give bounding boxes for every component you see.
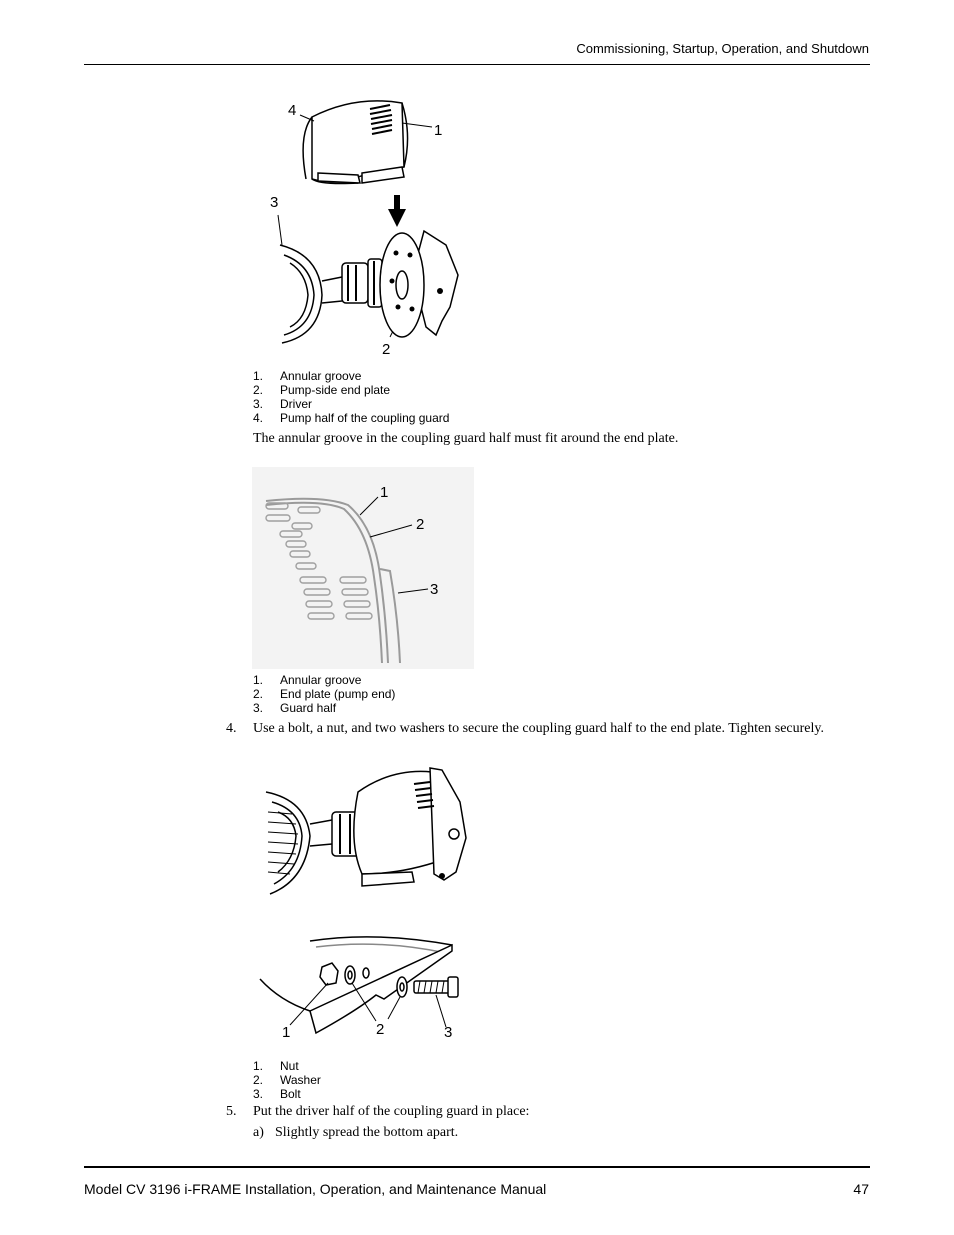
fig1-callout-3: 3 — [270, 194, 279, 211]
figure4-caption-list — [253, 1059, 321, 1101]
figure1-caption-list — [253, 369, 449, 425]
header-rule — [84, 64, 870, 65]
substep-a-text: Slightly spread the bottom apart. — [275, 1125, 459, 1140]
figure-nut-washer-bolt — [256, 935, 466, 1045]
list-item: 1. Annular groove — [253, 369, 362, 383]
fig1-callout-2: 2 — [382, 341, 391, 358]
list-item: 1. Annular groove — [253, 673, 362, 687]
step-5-number: 5. — [226, 1104, 237, 1119]
footer-manual-title: Model CV 3196 i-FRAME Installation, Operation, and Maintenance Manual — [84, 1181, 547, 1197]
list-item: 1. Nut — [253, 1059, 299, 1073]
running-header: Commissioning, Startup, Operation, and Shutdown — [576, 41, 869, 56]
fig1-callout-1: 1 — [434, 122, 443, 139]
figure2-caption-list — [253, 673, 395, 715]
fig1-callout-4: 4 — [288, 102, 297, 119]
fig2-callout-3: 3 — [430, 581, 439, 598]
fig4-callout-2: 2 — [376, 1021, 385, 1038]
substep-a-label: a) — [253, 1125, 264, 1140]
paragraph-annular-groove: The annular groove in the coupling guard half must fit around the end plate. — [253, 431, 679, 446]
fig4-callout-1: 1 — [282, 1024, 291, 1041]
footer-rule — [84, 1166, 870, 1168]
page-number: 47 — [853, 1181, 869, 1197]
list-item: 2. Pump-side end plate — [253, 383, 391, 397]
figure-guard-installation — [250, 95, 480, 365]
step-4-number: 4. — [226, 721, 237, 736]
step-5-text: Put the driver half of the coupling guard in place: — [253, 1104, 530, 1119]
figure-assembled-guard — [262, 762, 474, 902]
list-item: 3. Driver — [253, 397, 312, 411]
fig2-callout-2: 2 — [416, 516, 425, 533]
list-item: 2. End plate (pump end) — [253, 687, 396, 701]
fig2-callout-1: 1 — [380, 484, 389, 501]
fig4-callout-3: 3 — [444, 1024, 453, 1041]
list-item: 2. Washer — [253, 1073, 321, 1087]
list-item: 4. Pump half of the coupling guard — [253, 411, 450, 425]
figure-annular-groove-detail — [252, 467, 474, 669]
list-item: 3. Bolt — [253, 1087, 301, 1101]
step-4-text: Use a bolt, a nut, and two washers to secure the coupling guard half to the end plate. Tighten securely. — [253, 721, 825, 736]
list-item: 3. Guard half — [253, 701, 337, 715]
